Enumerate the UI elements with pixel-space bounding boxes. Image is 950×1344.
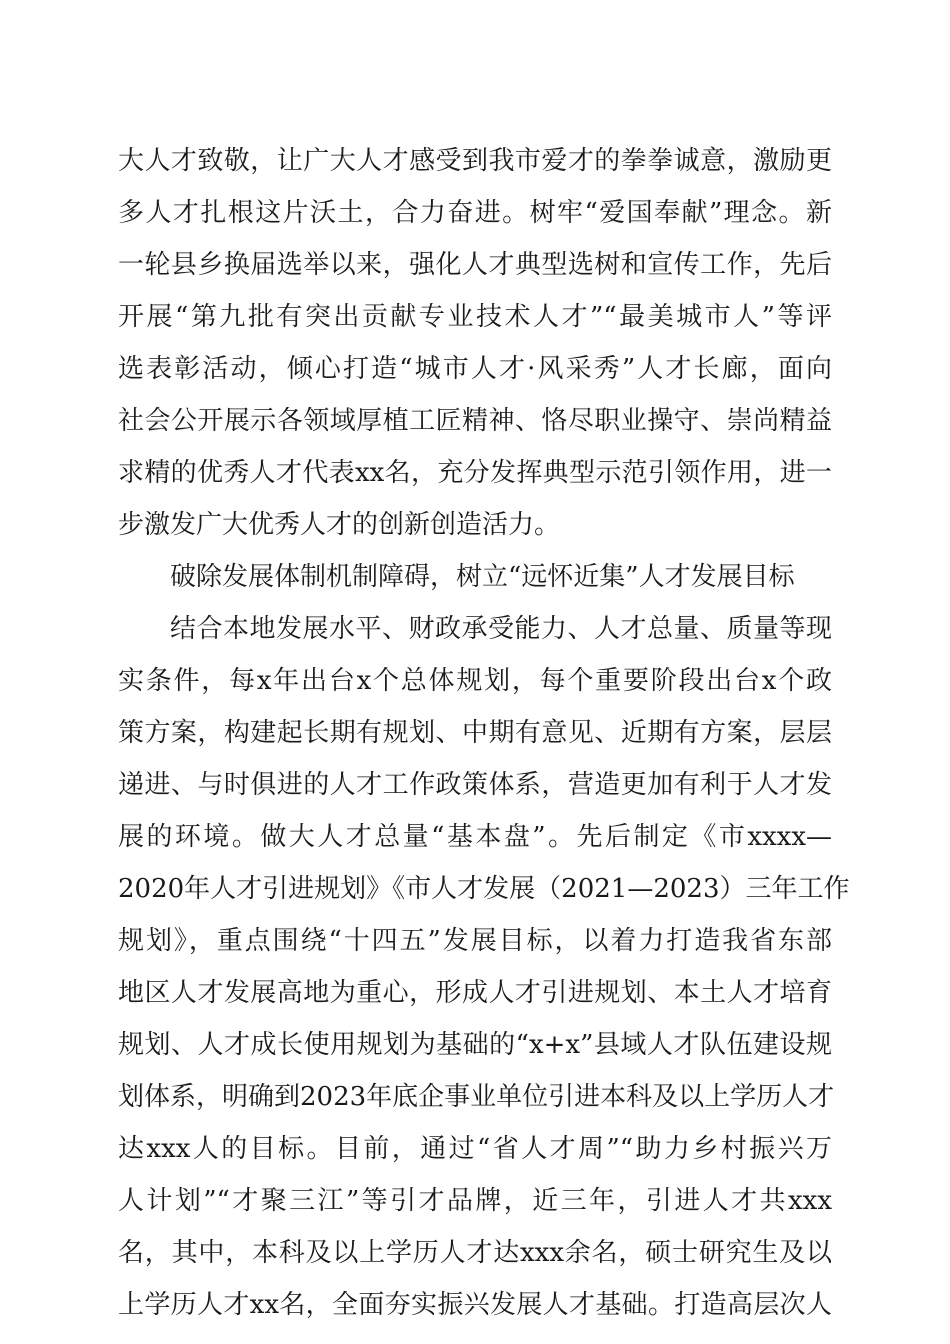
paragraph-line: 名，其中，本科及以上学历人才达xxx余名，硕士研究生及以 [118, 1238, 832, 1268]
paragraph-line: 大人才致敬，让广大人才感受到我市爱才的拳拳诚意，激励更 [118, 146, 832, 176]
paragraph-line: 步激发广大优秀人才的创新创造活力。 [118, 510, 561, 540]
paragraph-line: 规划》，重点围绕“十四五”发展目标，以着力打造我省东部 [118, 926, 832, 956]
paragraph-line: 结合本地发展水平、财政承受能力、人才总量、质量等现 [170, 614, 832, 644]
paragraph-line: 实条件，每x年出台x个总体规划，每个重要阶段出台x个政 [118, 666, 832, 696]
paragraph-line: 选表彰活动，倾心打造“城市人才·风采秀”人才长廊，面向 [118, 354, 832, 384]
paragraph-line: 划体系，明确到2023年底企事业单位引进本科及以上学历人才 [118, 1082, 835, 1112]
section-heading: 破除发展体制机制障碍，树立“远怀近集”人才发展目标 [170, 562, 795, 592]
paragraph-line: 社会公开展示各领域厚植工匠精神、恪尽职业操守、崇尚精益 [118, 406, 832, 436]
paragraph-line: 展的环境。做大人才总量“基本盘”。先后制定《市xxxx— [118, 822, 832, 852]
paragraph-line: 多人才扎根这片沃土，合力奋进。树牢“爱国奉献”理念。新 [118, 198, 832, 228]
paragraph-line: 一轮县乡换届选举以来，强化人才典型选树和宣传工作，先后 [118, 250, 832, 280]
paragraph-line: 达xxx人的目标。目前，通过“省人才周”“助力乡村振兴万 [118, 1134, 832, 1164]
paragraph-line: 规划、人才成长使用规划为基础的“x+x”县域人才队伍建设规 [118, 1030, 832, 1060]
paragraph-line: 求精的优秀人才代表xx名，充分发挥典型示范引领作用，进一 [118, 458, 832, 488]
paragraph-line: 人计划”“才聚三江”等引才品牌，近三年，引进人才共xxx [118, 1186, 832, 1216]
paragraph-line: 策方案，构建起长期有规划、中期有意见、近期有方案，层层 [118, 718, 832, 748]
paragraph-line: 上学历人才xx名，全面夯实振兴发展人才基础。打造高层次人 [118, 1290, 832, 1320]
paragraph-line: 2020年人才引进规划》《市人才发展（2021—2023）三年工作 [118, 874, 850, 904]
paragraph-line: 递进、与时俱进的人才工作政策体系，营造更加有利于人才发 [118, 770, 832, 800]
paragraph-line: 开展“第九批有突出贡献专业技术人才”“最美城市人”等评 [118, 302, 832, 332]
paragraph-line: 地区人才发展高地为重心，形成人才引进规划、本土人才培育 [118, 978, 832, 1008]
